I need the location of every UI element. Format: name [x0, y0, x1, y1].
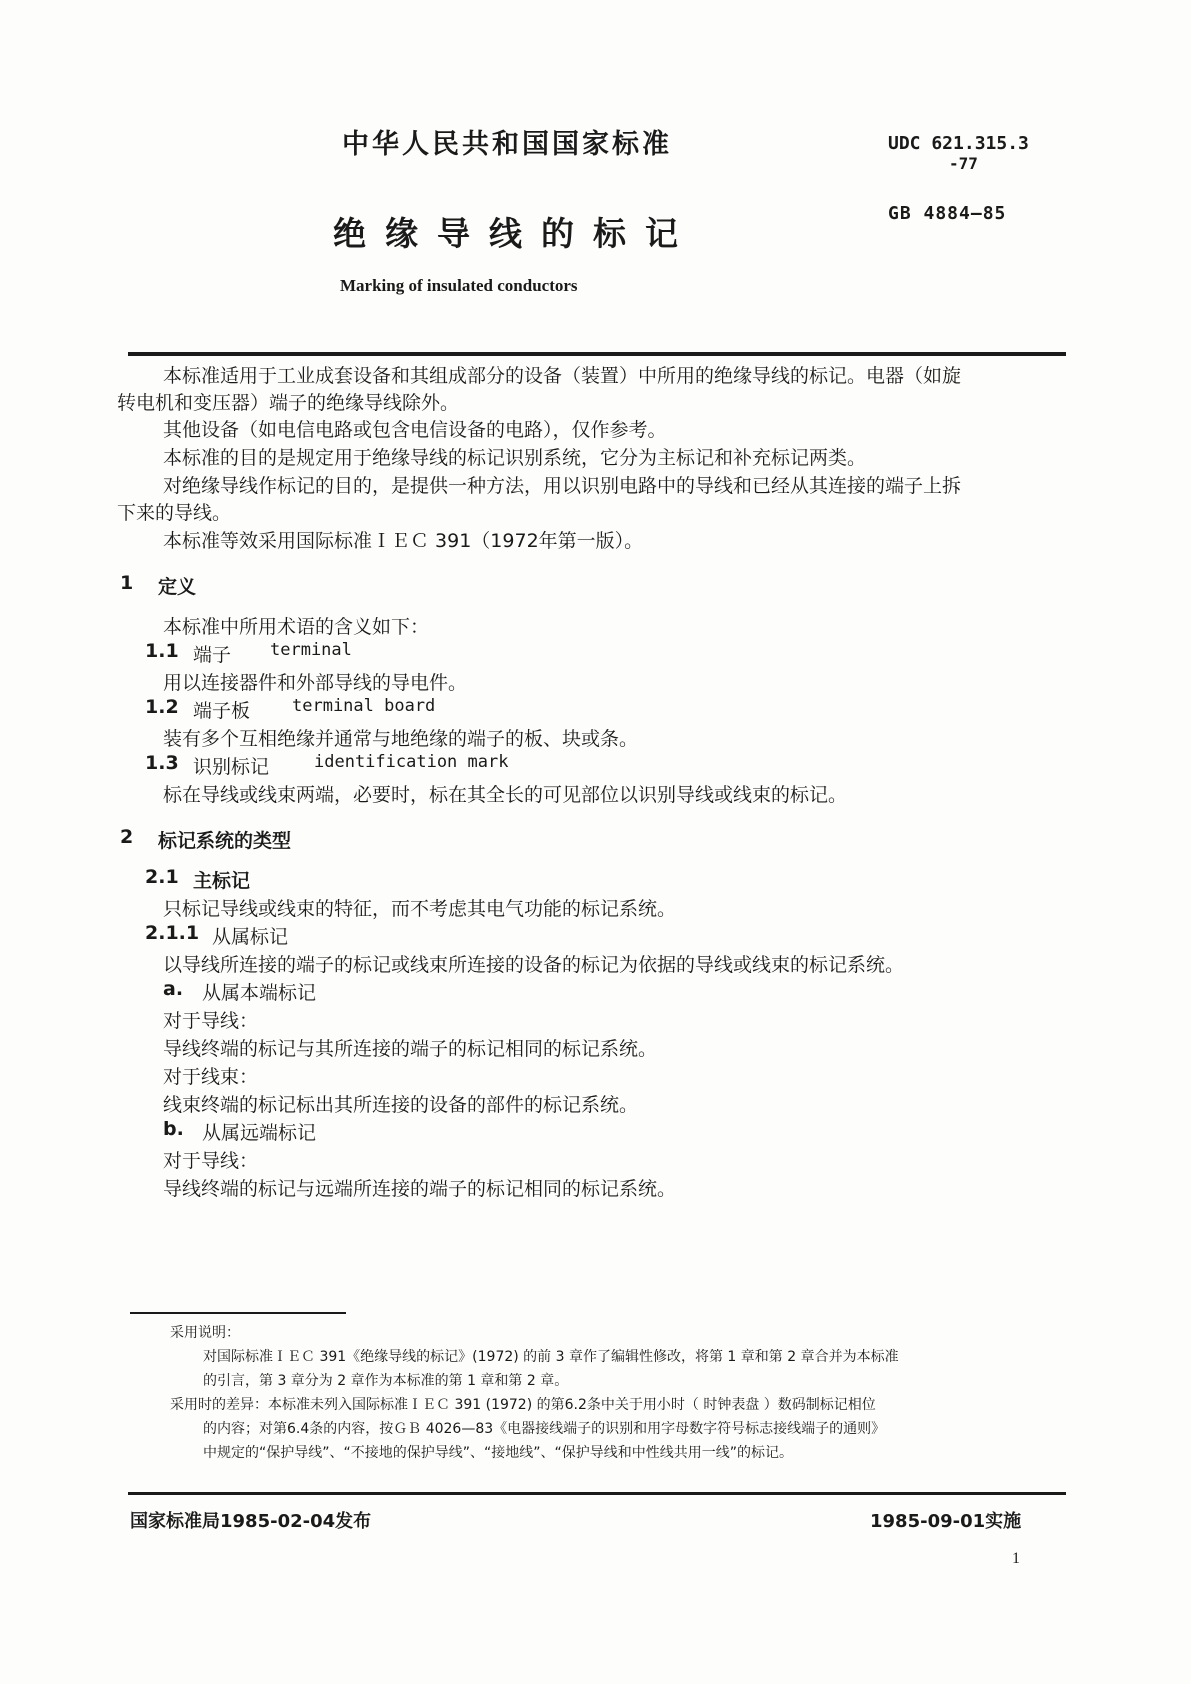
footer-rule [128, 1492, 1066, 1495]
footnote-line: 的内容；对第6.4条的内容，按ＧＢ 4026—83《电器接线端子的识别和用字母数字符号标志接线端子的通则》 [203, 1421, 886, 1437]
clause-text: 只标记导线或线束的特征，而不考虑其电气功能的标记系统。 [163, 898, 677, 920]
clause-title: 从属标记 [212, 926, 289, 948]
item-label: b. [163, 1118, 184, 1140]
clause-term: 识别标记 [193, 756, 270, 778]
section-1-number: 1 [120, 572, 134, 594]
clause-term: 端子 [193, 644, 232, 666]
footnote-line: 对国际标准ＩＥＣ 391《绝缘导线的标记》(1972) 的前 3 章作了编辑性修改，将第 1 章和第 2 章合并为本标准 [203, 1349, 899, 1365]
issue-date: 国家标准局1985-02-04发布 [130, 1511, 372, 1532]
intro-line: 本标准的目的是规定用于绝缘导线的标记识别系统，它分为主标记和补充标记两类。 [163, 447, 867, 469]
clause-term: 端子板 [193, 700, 251, 722]
clause-definition: 标在导线或线束两端，必要时，标在其全长的可见部位以识别导线或线束的标记。 [163, 784, 848, 806]
clause-text: 以导线所连接的端子的标记或线束所连接的设备的标记为依据的导线或线束的标记系统。 [163, 954, 905, 976]
clause-number: 1.2 [145, 696, 179, 718]
clause-number: 1.1 [145, 640, 179, 662]
item-text: 线束终端的标记标出其所连接的设备的部件的标记系统。 [163, 1094, 639, 1116]
document-title-cn: 绝缘导线的标记 [333, 214, 697, 253]
item-text: 对于线束： [163, 1066, 259, 1088]
clause-number: 2.1.1 [145, 922, 200, 944]
item-title: 从属本端标记 [202, 982, 317, 1004]
intro-line: 本标准等效采用国际标准ＩＥＣ 391（1972年第一版）。 [163, 530, 644, 552]
document-title-en: Marking of insulated conductors [340, 276, 578, 295]
clause-definition: 装有多个互相绝缘并通常与地绝缘的端子的板、块或条。 [163, 728, 639, 750]
intro-line: 对绝缘导线作标记的目的，是提供一种方法，用以识别电路中的导线和已经从其连接的端子上拆 [163, 475, 962, 497]
udc-code: UDC 621.315.3 [888, 133, 1029, 154]
item-text: 对于导线： [163, 1150, 259, 1172]
footnote-line: 中规定的“保护导线”、“不接地的保护导线”、“接地线”、“保护导线和中性线共用一线”的标记。 [203, 1445, 794, 1461]
intro-line: 转电机和变压器）端子的绝缘导线除外。 [117, 392, 460, 414]
udc-code-suffix: -77 [949, 154, 978, 173]
intro-line: 本标准适用于工业成套设备和其组成部分的设备（装置）中所用的绝缘导线的标记。电器（如旋 [163, 365, 962, 387]
footnote-label: 采用说明： [170, 1325, 240, 1341]
clause-number: 1.3 [145, 752, 179, 774]
header-rule [128, 352, 1066, 356]
clause-term-en: terminal [270, 640, 352, 660]
item-label: a. [163, 978, 184, 1000]
intro-line: 下来的导线。 [117, 502, 232, 524]
section-2-number: 2 [120, 826, 134, 848]
clause-term-en: terminal board [292, 696, 436, 716]
section-1-heading: 定义 [158, 576, 197, 598]
footnote-line: 的引言，第 3 章分为 2 章作为本标准的第 1 章和第 2 章。 [203, 1373, 569, 1389]
clause-definition: 用以连接器件和外部导线的导电件。 [163, 672, 468, 694]
gb-number: GB 4884—85 [888, 203, 1007, 224]
item-text: 导线终端的标记与其所连接的端子的标记相同的标记系统。 [163, 1038, 658, 1060]
footnote-line: 采用时的差异：本标准未列入国际标准ＩＥＣ 391 (1972) 的第6.2条中关于用小时（ 时钟表盘 ）数码制标记相位 [170, 1397, 876, 1413]
item-title: 从属远端标记 [202, 1122, 317, 1144]
national-standard-heading: 中华人民共和国国家标准 [342, 129, 672, 160]
clause-term-en: identification mark [314, 752, 509, 772]
item-text: 对于导线： [163, 1010, 259, 1032]
intro-line: 其他设备（如电信电路或包含电信设备的电路），仅作参考。 [163, 419, 667, 441]
page-number: 1 [1012, 1550, 1020, 1567]
clause-title: 主标记 [193, 870, 251, 892]
clause-number: 2.1 [145, 866, 179, 888]
effective-date: 1985-09-01实施 [870, 1511, 1022, 1532]
footnote-rule [130, 1312, 346, 1314]
section-2-heading: 标记系统的类型 [158, 830, 292, 852]
item-text: 导线终端的标记与远端所连接的端子的标记相同的标记系统。 [163, 1178, 677, 1200]
section-1-intro: 本标准中所用术语的含义如下： [163, 616, 430, 638]
